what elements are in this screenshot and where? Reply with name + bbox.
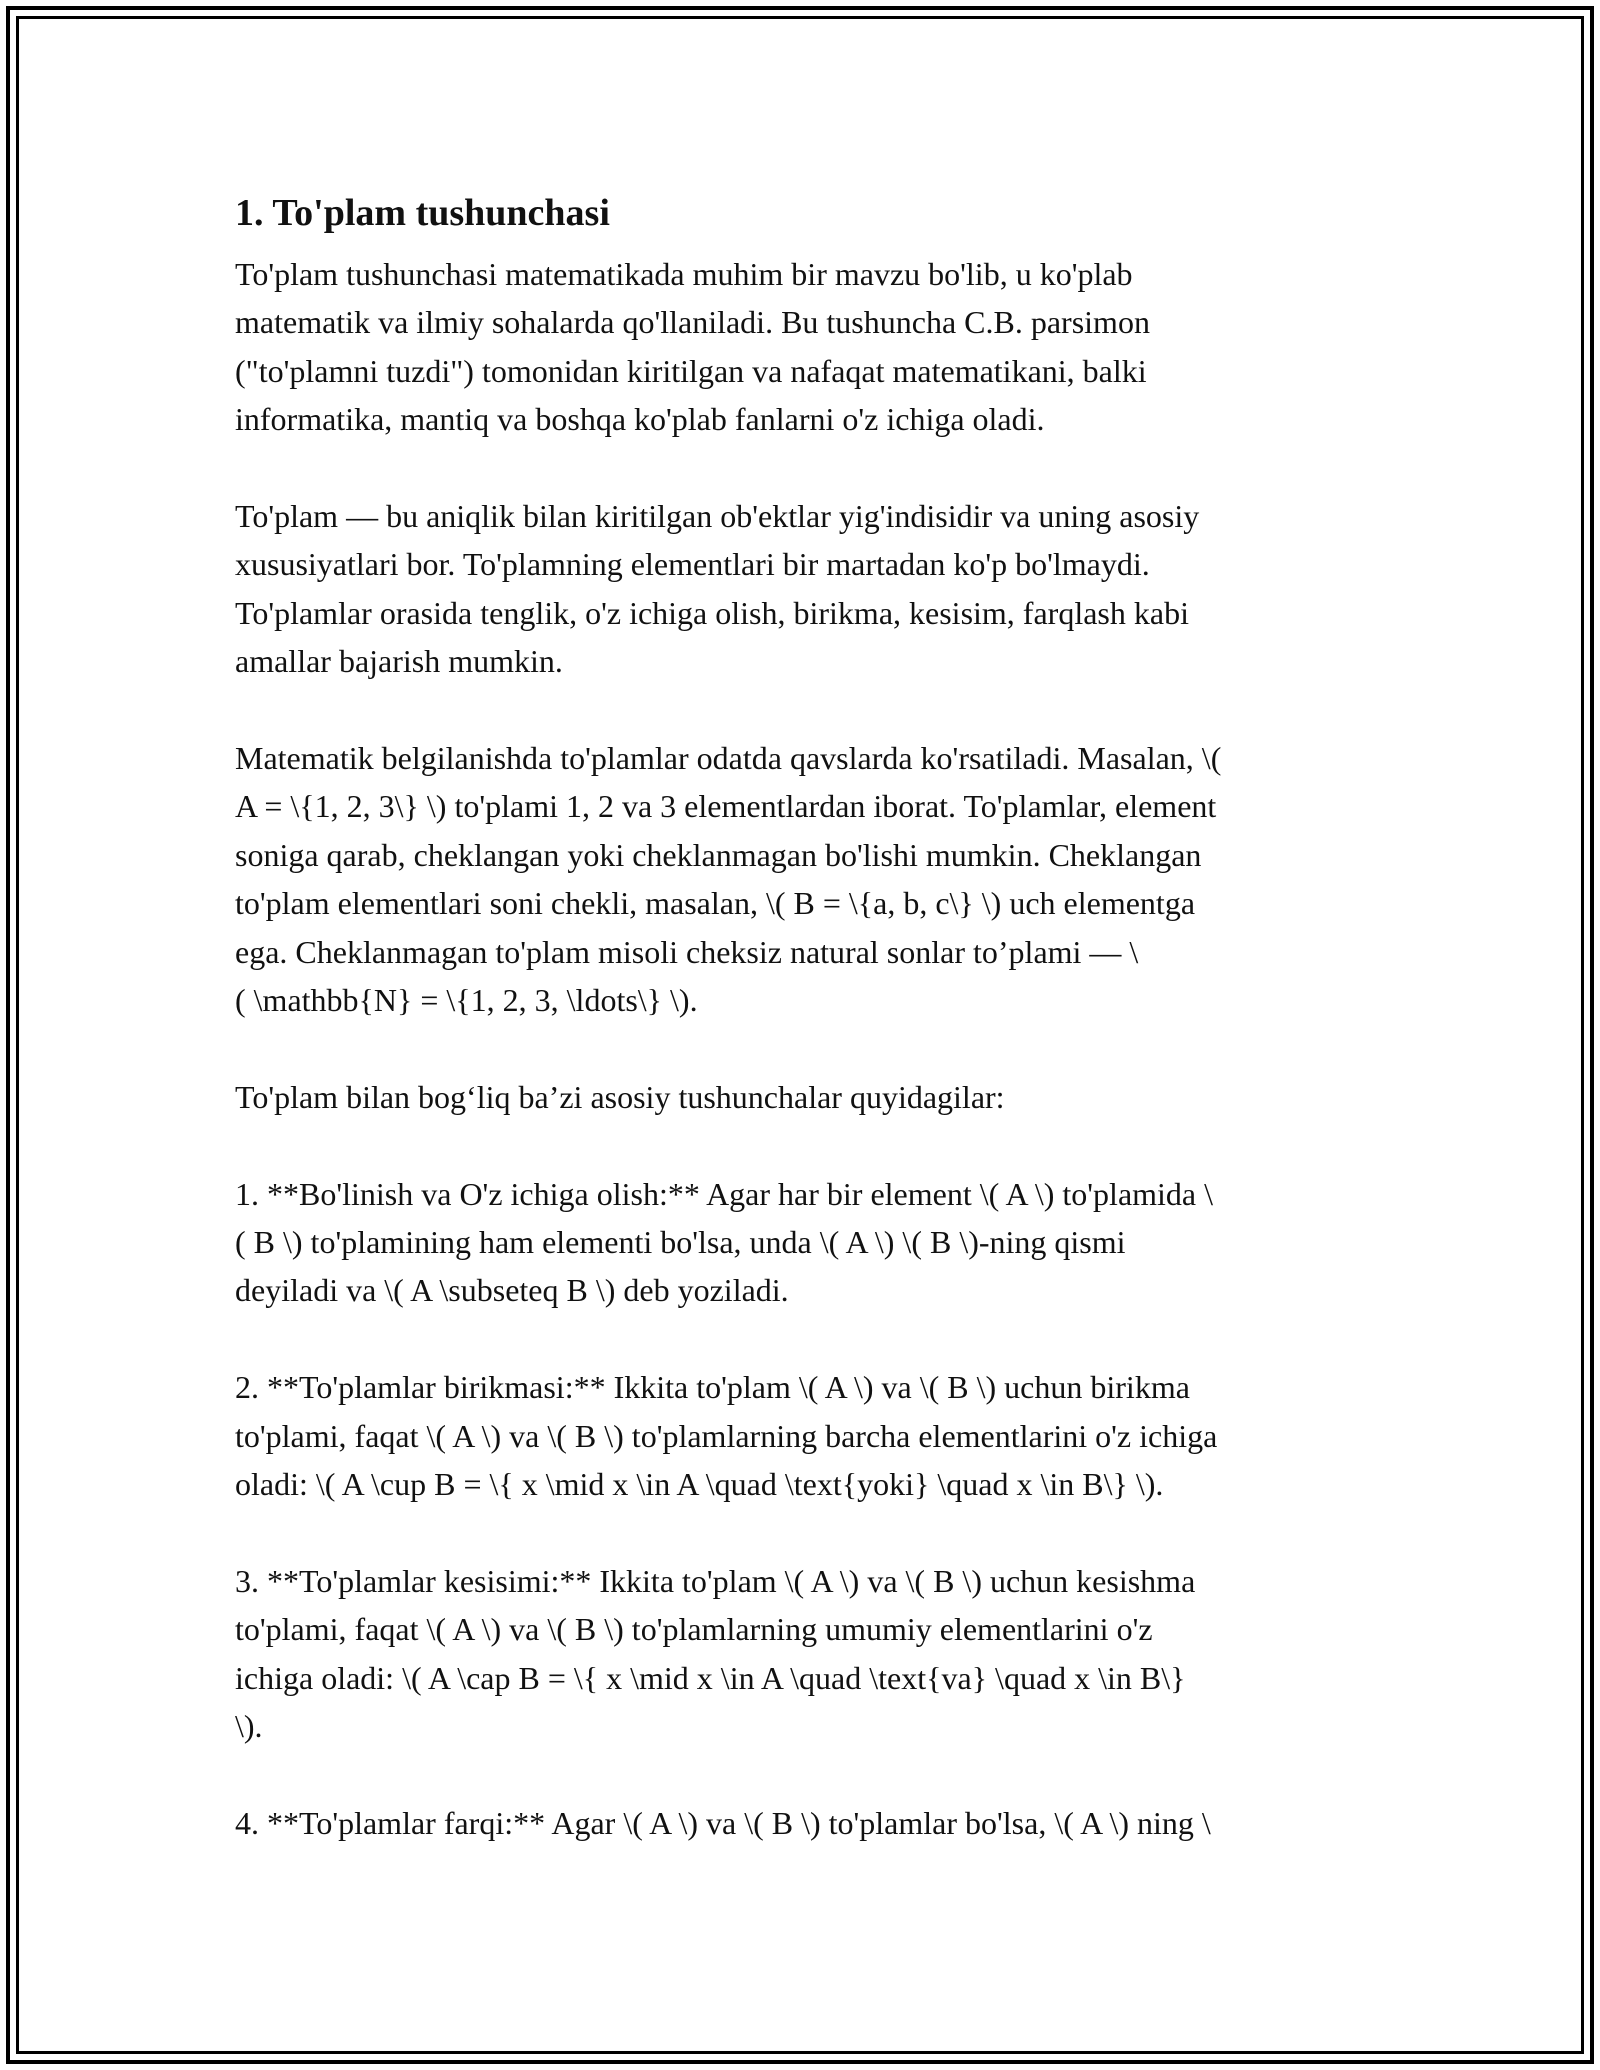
- list-item-subset: 1. **Bo'linish va O'z ichiga olish:** Agar har bir element \( A \) to'plamida \ ( B \) to'plamining ham elementi bo'lsa, unda \( A \) \( B \)-ning qismi deyiladi va \( A \subseteq B \) deb yoziladi.: [235, 1175, 1214, 1309]
- list-item-intersection: 3. **To'plamlar kesisimi:** Ikkita to'plam \( A \) va \( B \) uchun kesishma to'plami, faqat \( A \) va \( B \) to'plamlarning umumiy elementlarini o'z ichiga oladi: \( A \cap B = \{ x \mid x \in A \quad \text{va} \quad x \in B\} \).: [235, 1562, 1196, 1745]
- paragraph-definition: To'plam — bu aniqlik bilan kiritilgan ob'ektlar yig'indisidir va uning asosiy xususiyatlari bor. To'plamning elementlari bir martadan ko'p bo'lmaydi. To'plamlar orasida tenglik, o'z ichiga olish, birikma, kesisim, farqlash kabi amallar bajarish mumkin.: [235, 498, 1200, 680]
- paragraph-intro: To'plam tushunchasi matematikada muhim bir mavzu bo'lib, u ko'plab matematik va ilmiy sohalarda qo'llaniladi. Bu tushuncha C.B. parsimon ("to'plamni tuzdi") tomonidan kiritilgan va nafaqat matematikani, balki informatika, mantiq va boshqa ko'plab fanlarni o'z ichiga oladi.: [235, 256, 1150, 438]
- paragraph-concepts-intro: To'plam bilan bog‘liq ba’zi asosiy tushunchalar quyidagilar:: [235, 1078, 1005, 1115]
- list-item-union: 2. **To'plamlar birikmasi:** Ikkita to'plam \( A \) va \( B \) uchun birikma to'plami, faqat \( A \) va \( B \) to'plamlarning barcha elementlarini o'z ichiga oladi: \( A \cup B = \{ x \mid x \in A \quad \text{yoki} \quad x \in B\} \).: [235, 1369, 1218, 1503]
- section-heading: 1. To'plam tushunchasi: [235, 192, 610, 234]
- paragraph-notation: Matematik belgilanishda to'plamlar odatda qavslarda ko'rsatiladi. Masalan, \( A = \{1, 2, 3\} \) to'plami 1, 2 va 3 elementlardan iborat. To'plamlar, element soniga qarab, cheklangan yoki cheklanmagan bo'lishi mumkin. Cheklangan to'plam elementlari soni chekli, masalan, \( B = \{a, b, c\} \) uch elementga ega. Cheklanmagan to'plam misoli cheksiz natural sonlar to’plami — \ ( \mathbb{N} = \{1, 2, 3, \ldots\} \).: [235, 740, 1222, 1019]
- document-body: [235, 186, 1370, 1847]
- list-item-difference: 4. **To'plamlar farqi:** Agar \( A \) va \( B \) to'plamlar bo'lsa, \( A \) ning \: [235, 1804, 1211, 1841]
